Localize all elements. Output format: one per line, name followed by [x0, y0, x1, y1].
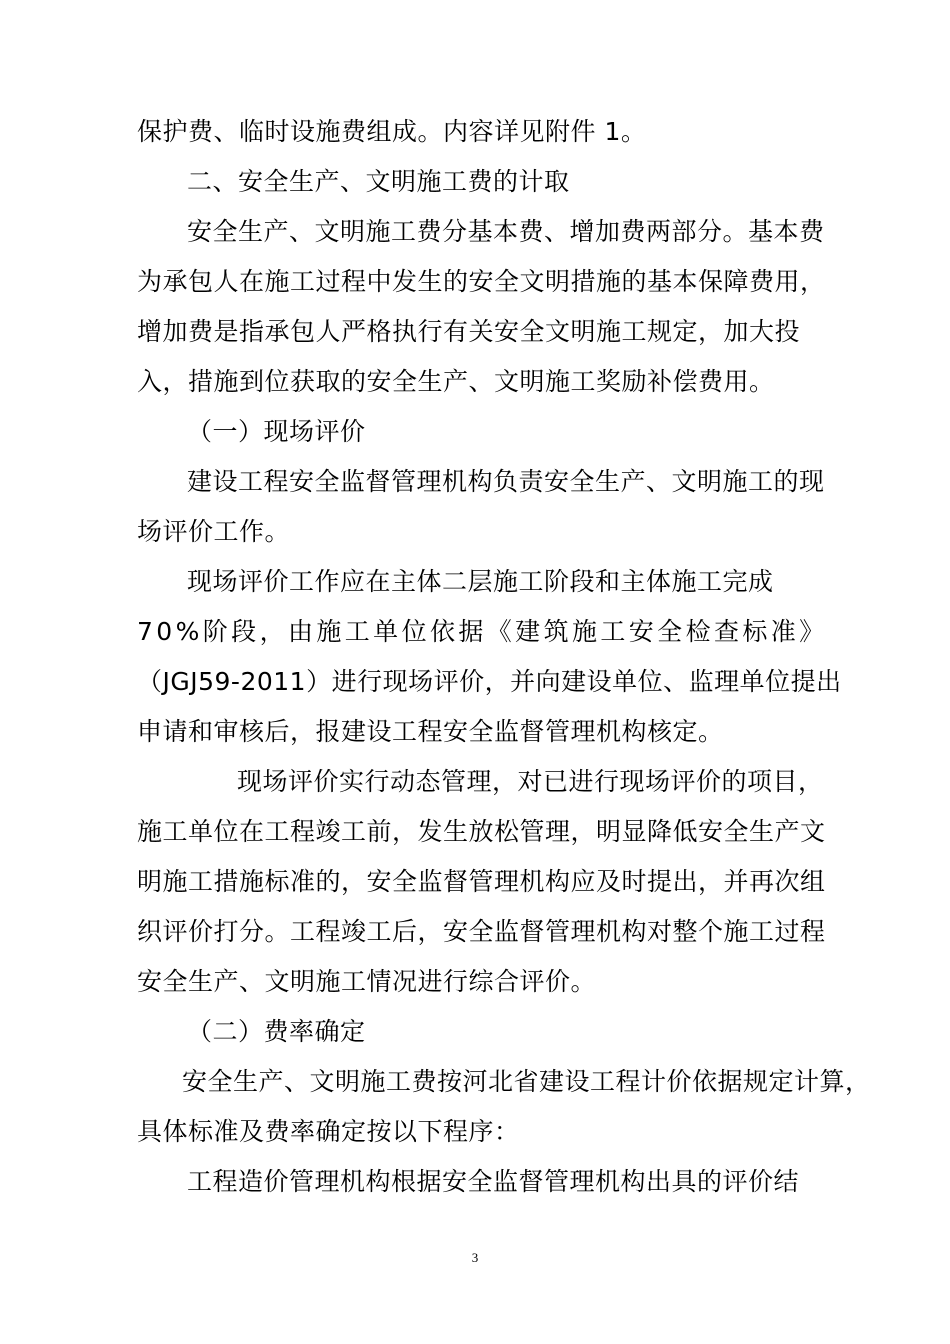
paragraph-line: 织评价打分。工程竣工后，安全监督管理机构对整个施工过程: [137, 917, 826, 946]
paragraph-line: 明施工措施标准的，安全监督管理机构应及时提出，并再次组: [137, 867, 826, 896]
paragraph-line: 安全生产、文明施工费分基本费、增加费两部分。基本费: [187, 217, 825, 246]
paragraph-line: 入，措施到位获取的安全生产、文明施工奖励补偿费用。: [137, 367, 775, 396]
paragraph-line: 建设工程安全监督管理机构负责安全生产、文明施工的现: [187, 467, 825, 496]
subsection-heading: （一）现场评价: [187, 417, 366, 446]
paragraph-line: 现场评价工作应在主体二层施工阶段和主体施工完成: [187, 567, 774, 596]
paragraph-line: 现场评价实行动态管理，对已进行现场评价的项目，: [237, 767, 824, 796]
paragraph-line: 具体标准及费率确定按以下程序：: [137, 1117, 520, 1146]
paragraph-line: 申请和审核后，报建设工程安全监督管理机构核定。: [137, 717, 724, 746]
paragraph-line: 安全生产、文明施工情况进行综合评价。: [137, 967, 597, 996]
paragraph-line: 安全生产、文明施工费按河北省建设工程计价依据规定计算，: [182, 1067, 871, 1096]
paragraph-line: 增加费是指承包人严格执行有关安全文明施工规定，加大投: [137, 317, 801, 346]
paragraph-line: （JGJ59-2011）进行现场评价，并向建设单位、监理单位提出: [137, 667, 842, 696]
subsection-heading: （二）费率确定: [187, 1017, 366, 1046]
paragraph-line: 工程造价管理机构根据安全监督管理机构出具的评价结: [187, 1167, 800, 1196]
paragraph-line: 70%阶段，由施工单位依据《建筑施工安全检查标准》: [137, 617, 828, 646]
section-heading: 二、安全生产、文明施工费的计取: [187, 167, 570, 196]
paragraph-line: 保护费、临时设施费组成。内容详见附件 1。: [137, 117, 647, 146]
page-number: 3: [471, 1250, 479, 1265]
paragraph-line: 场评价工作。: [137, 517, 291, 546]
paragraph-line: 施工单位在工程竣工前，发生放松管理，明显降低安全生产文: [137, 817, 826, 846]
paragraph-line: 为承包人在施工过程中发生的安全文明措施的基本保障费用，: [137, 267, 826, 296]
